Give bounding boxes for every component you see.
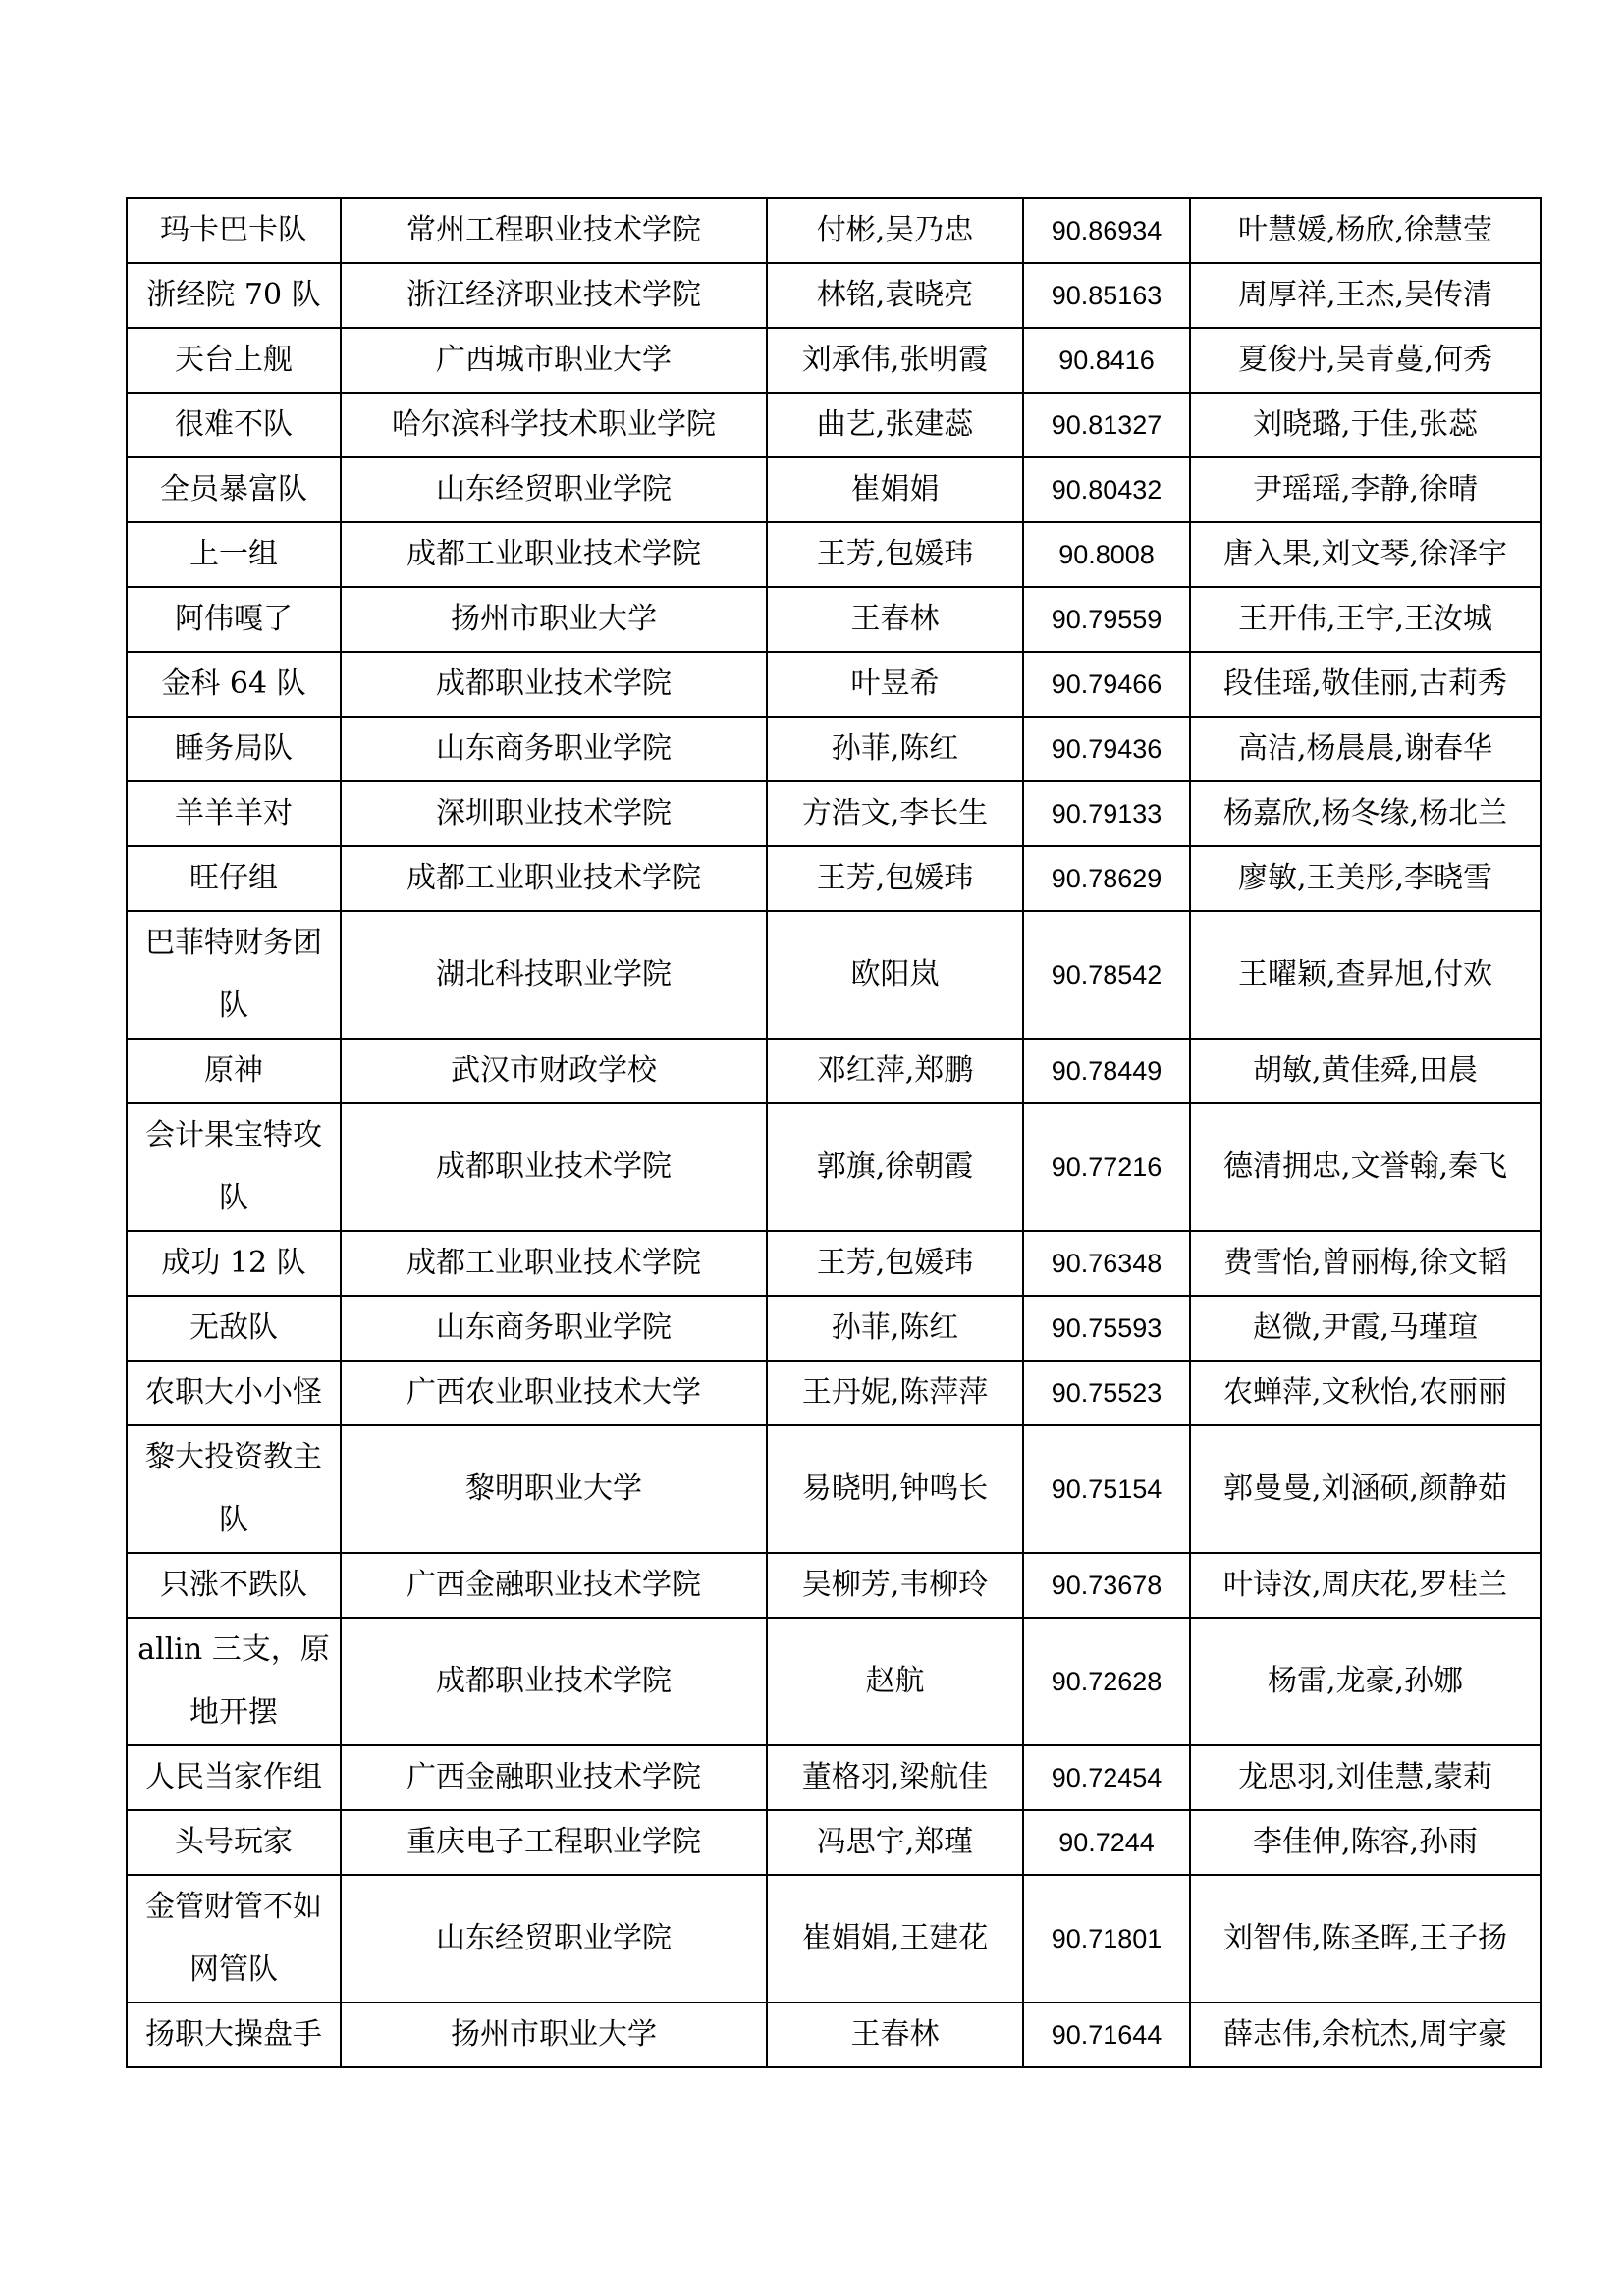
school-cell: 黎明职业大学: [341, 1425, 767, 1553]
school-cell: 浙江经济职业技术学院: [341, 263, 767, 328]
school-cell: 扬州市职业大学: [341, 2002, 767, 2067]
school-cell: 广西城市职业大学: [341, 328, 767, 393]
school-cell: 成都工业职业技术学院: [341, 522, 767, 587]
table-row: [127, 717, 1541, 781]
advisor-cell: 吴柳芳,韦柳玲: [767, 1553, 1023, 1618]
team-name-cell: 全员暴富队: [127, 457, 341, 522]
members-cell: 高洁,杨晨晨,谢春华: [1190, 717, 1541, 781]
advisor-cell: 赵航: [767, 1618, 1023, 1745]
advisor-cell: 冯思宇,郑瑾: [767, 1810, 1023, 1875]
table-row: [127, 263, 1541, 328]
score-cell: 90.72628: [1023, 1618, 1190, 1745]
score-cell: 90.71801: [1023, 1875, 1190, 2002]
advisor-cell: 易晓明,钟鸣长: [767, 1425, 1023, 1553]
score-cell: 90.80432: [1023, 457, 1190, 522]
table-row: [127, 846, 1541, 911]
school-cell: 成都职业技术学院: [341, 1618, 767, 1745]
school-cell: 成都职业技术学院: [341, 652, 767, 717]
score-cell: 90.78449: [1023, 1039, 1190, 1103]
team-name-cell: 上一组: [127, 522, 341, 587]
table-row: [127, 587, 1541, 652]
score-cell: 90.7244: [1023, 1810, 1190, 1875]
table-row: [127, 2002, 1541, 2067]
advisor-cell: 崔娟娟,王建花: [767, 1875, 1023, 2002]
score-cell: 90.75154: [1023, 1425, 1190, 1553]
members-cell: 杨嘉欣,杨冬缘,杨北兰: [1190, 781, 1541, 846]
advisor-cell: 王春林: [767, 2002, 1023, 2067]
table-row: [127, 652, 1541, 717]
advisor-cell: 林铭,袁晓亮: [767, 263, 1023, 328]
score-cell: 90.75593: [1023, 1296, 1190, 1361]
members-cell: 段佳瑶,敬佳丽,古莉秀: [1190, 652, 1541, 717]
school-cell: 广西金融职业技术学院: [341, 1745, 767, 1810]
members-cell: 农蝉萍,文秋怡,农丽丽: [1190, 1361, 1541, 1425]
table-row: [127, 198, 1541, 263]
members-cell: 尹瑶瑶,李静,徐晴: [1190, 457, 1541, 522]
school-cell: 广西农业职业技术大学: [341, 1361, 767, 1425]
score-cell: 90.79466: [1023, 652, 1190, 717]
score-cell: 90.73678: [1023, 1553, 1190, 1618]
members-cell: 刘晓璐,于佳,张蕊: [1190, 393, 1541, 457]
advisor-cell: 郭旗,徐朝霞: [767, 1103, 1023, 1231]
advisor-cell: 付彬,吴乃忠: [767, 198, 1023, 263]
table-row: [127, 1231, 1541, 1296]
advisor-cell: 方浩文,李长生: [767, 781, 1023, 846]
members-cell: 赵微,尹霞,马瑾瑄: [1190, 1296, 1541, 1361]
team-name-cell: 金管财管不如网管队: [127, 1875, 341, 2002]
members-cell: 夏俊丹,吴青蔓,何秀: [1190, 328, 1541, 393]
school-cell: 深圳职业技术学院: [341, 781, 767, 846]
team-name-cell: 黎大投资教主队: [127, 1425, 341, 1553]
members-cell: 薛志伟,余杭杰,周宇豪: [1190, 2002, 1541, 2067]
score-cell: 90.76348: [1023, 1231, 1190, 1296]
school-cell: 山东经贸职业学院: [341, 457, 767, 522]
school-cell: 武汉市财政学校: [341, 1039, 767, 1103]
advisor-cell: 王芳,包媛玮: [767, 1231, 1023, 1296]
school-cell: 哈尔滨科学技术职业学院: [341, 393, 767, 457]
team-name-cell: 原神: [127, 1039, 341, 1103]
members-cell: 叶慧媛,杨欣,徐慧莹: [1190, 198, 1541, 263]
score-cell: 90.72454: [1023, 1745, 1190, 1810]
team-name-cell: 浙经院 70 队: [127, 263, 341, 328]
table-row: [127, 1618, 1541, 1745]
advisor-cell: 王芳,包媛玮: [767, 522, 1023, 587]
score-cell: 90.79133: [1023, 781, 1190, 846]
team-name-cell: 旺仔组: [127, 846, 341, 911]
score-cell: 90.71644: [1023, 2002, 1190, 2067]
team-name-cell: 巴菲特财务团队: [127, 911, 341, 1039]
advisor-cell: 王丹妮,陈萍萍: [767, 1361, 1023, 1425]
table-row: [127, 328, 1541, 393]
school-cell: 成都工业职业技术学院: [341, 846, 767, 911]
table-row: [127, 457, 1541, 522]
team-name-cell: 睡务局队: [127, 717, 341, 781]
members-cell: 唐入果,刘文琴,徐泽宇: [1190, 522, 1541, 587]
advisor-cell: 邓红萍,郑鹏: [767, 1039, 1023, 1103]
score-cell: 90.79559: [1023, 587, 1190, 652]
advisor-cell: 王芳,包媛玮: [767, 846, 1023, 911]
table-row: [127, 911, 1541, 1039]
school-cell: 广西金融职业技术学院: [341, 1553, 767, 1618]
school-cell: 扬州市职业大学: [341, 587, 767, 652]
team-name-cell: 金科 64 队: [127, 652, 341, 717]
score-cell: 90.81327: [1023, 393, 1190, 457]
table-row: [127, 1875, 1541, 2002]
score-cell: 90.75523: [1023, 1361, 1190, 1425]
score-cell: 90.86934: [1023, 198, 1190, 263]
table-row: [127, 1039, 1541, 1103]
school-cell: 山东商务职业学院: [341, 717, 767, 781]
table-row: [127, 522, 1541, 587]
table-row: [127, 1745, 1541, 1810]
members-cell: 李佳伸,陈容,孙雨: [1190, 1810, 1541, 1875]
score-cell: 90.78629: [1023, 846, 1190, 911]
score-cell: 90.78542: [1023, 911, 1190, 1039]
members-cell: 胡敏,黄佳舜,田晨: [1190, 1039, 1541, 1103]
score-cell: 90.8416: [1023, 328, 1190, 393]
members-cell: 王开伟,王宇,王汝城: [1190, 587, 1541, 652]
score-cell: 90.79436: [1023, 717, 1190, 781]
team-name-cell: 天台上舰: [127, 328, 341, 393]
score-cell: 90.77216: [1023, 1103, 1190, 1231]
advisor-cell: 欧阳岚: [767, 911, 1023, 1039]
table-row: [127, 393, 1541, 457]
members-cell: 周厚祥,王杰,吴传清: [1190, 263, 1541, 328]
members-cell: 廖敏,王美彤,李晓雪: [1190, 846, 1541, 911]
members-cell: 费雪怡,曾丽梅,徐文韬: [1190, 1231, 1541, 1296]
table-row: [127, 1810, 1541, 1875]
team-name-cell: 会计果宝特攻队: [127, 1103, 341, 1231]
advisor-cell: 崔娟娟: [767, 457, 1023, 522]
team-name-cell: 人民当家作组: [127, 1745, 341, 1810]
members-cell: 刘智伟,陈圣晖,王子扬: [1190, 1875, 1541, 2002]
team-name-cell: 农职大小小怪: [127, 1361, 341, 1425]
table-row: [127, 1425, 1541, 1553]
team-name-cell: 无敌队: [127, 1296, 341, 1361]
advisor-cell: 孙菲,陈红: [767, 1296, 1023, 1361]
table-row: [127, 781, 1541, 846]
advisor-cell: 董格羽,梁航佳: [767, 1745, 1023, 1810]
school-cell: 成都职业技术学院: [341, 1103, 767, 1231]
team-name-cell: 扬职大操盘手: [127, 2002, 341, 2067]
score-cell: 90.85163: [1023, 263, 1190, 328]
table-row: [127, 1103, 1541, 1231]
school-cell: 成都工业职业技术学院: [341, 1231, 767, 1296]
team-name-cell: 羊羊羊对: [127, 781, 341, 846]
members-cell: 郭曼曼,刘涵硕,颜静茹: [1190, 1425, 1541, 1553]
table-row: [127, 1296, 1541, 1361]
table-row: [127, 1553, 1541, 1618]
school-cell: 重庆电子工程职业学院: [341, 1810, 767, 1875]
school-cell: 湖北科技职业学院: [341, 911, 767, 1039]
school-cell: 常州工程职业技术学院: [341, 198, 767, 263]
members-cell: 王曜颖,查昇旭,付欢: [1190, 911, 1541, 1039]
results-table: [126, 197, 1542, 2068]
score-cell: 90.8008: [1023, 522, 1190, 587]
team-name-cell: 头号玩家: [127, 1810, 341, 1875]
advisor-cell: 孙菲,陈红: [767, 717, 1023, 781]
advisor-cell: 王春林: [767, 587, 1023, 652]
team-name-cell: 玛卡巴卡队: [127, 198, 341, 263]
team-name-cell: 只涨不跌队: [127, 1553, 341, 1618]
team-name-cell: 很难不队: [127, 393, 341, 457]
advisor-cell: 刘承伟,张明霞: [767, 328, 1023, 393]
results-body: [127, 198, 1541, 2067]
members-cell: 德清拥忠,文誉翰,秦飞: [1190, 1103, 1541, 1231]
school-cell: 山东经贸职业学院: [341, 1875, 767, 2002]
advisor-cell: 曲艺,张建蕊: [767, 393, 1023, 457]
team-name-cell: 阿伟嘎了: [127, 587, 341, 652]
members-cell: 杨雷,龙豪,孙娜: [1190, 1618, 1541, 1745]
advisor-cell: 叶昱希: [767, 652, 1023, 717]
team-name-cell: 成功 12 队: [127, 1231, 341, 1296]
team-name-cell: allin 三支，原地开摆: [127, 1618, 341, 1745]
table-row: [127, 1361, 1541, 1425]
school-cell: 山东商务职业学院: [341, 1296, 767, 1361]
members-cell: 叶诗汝,周庆花,罗桂兰: [1190, 1553, 1541, 1618]
members-cell: 龙思羽,刘佳慧,蒙莉: [1190, 1745, 1541, 1810]
